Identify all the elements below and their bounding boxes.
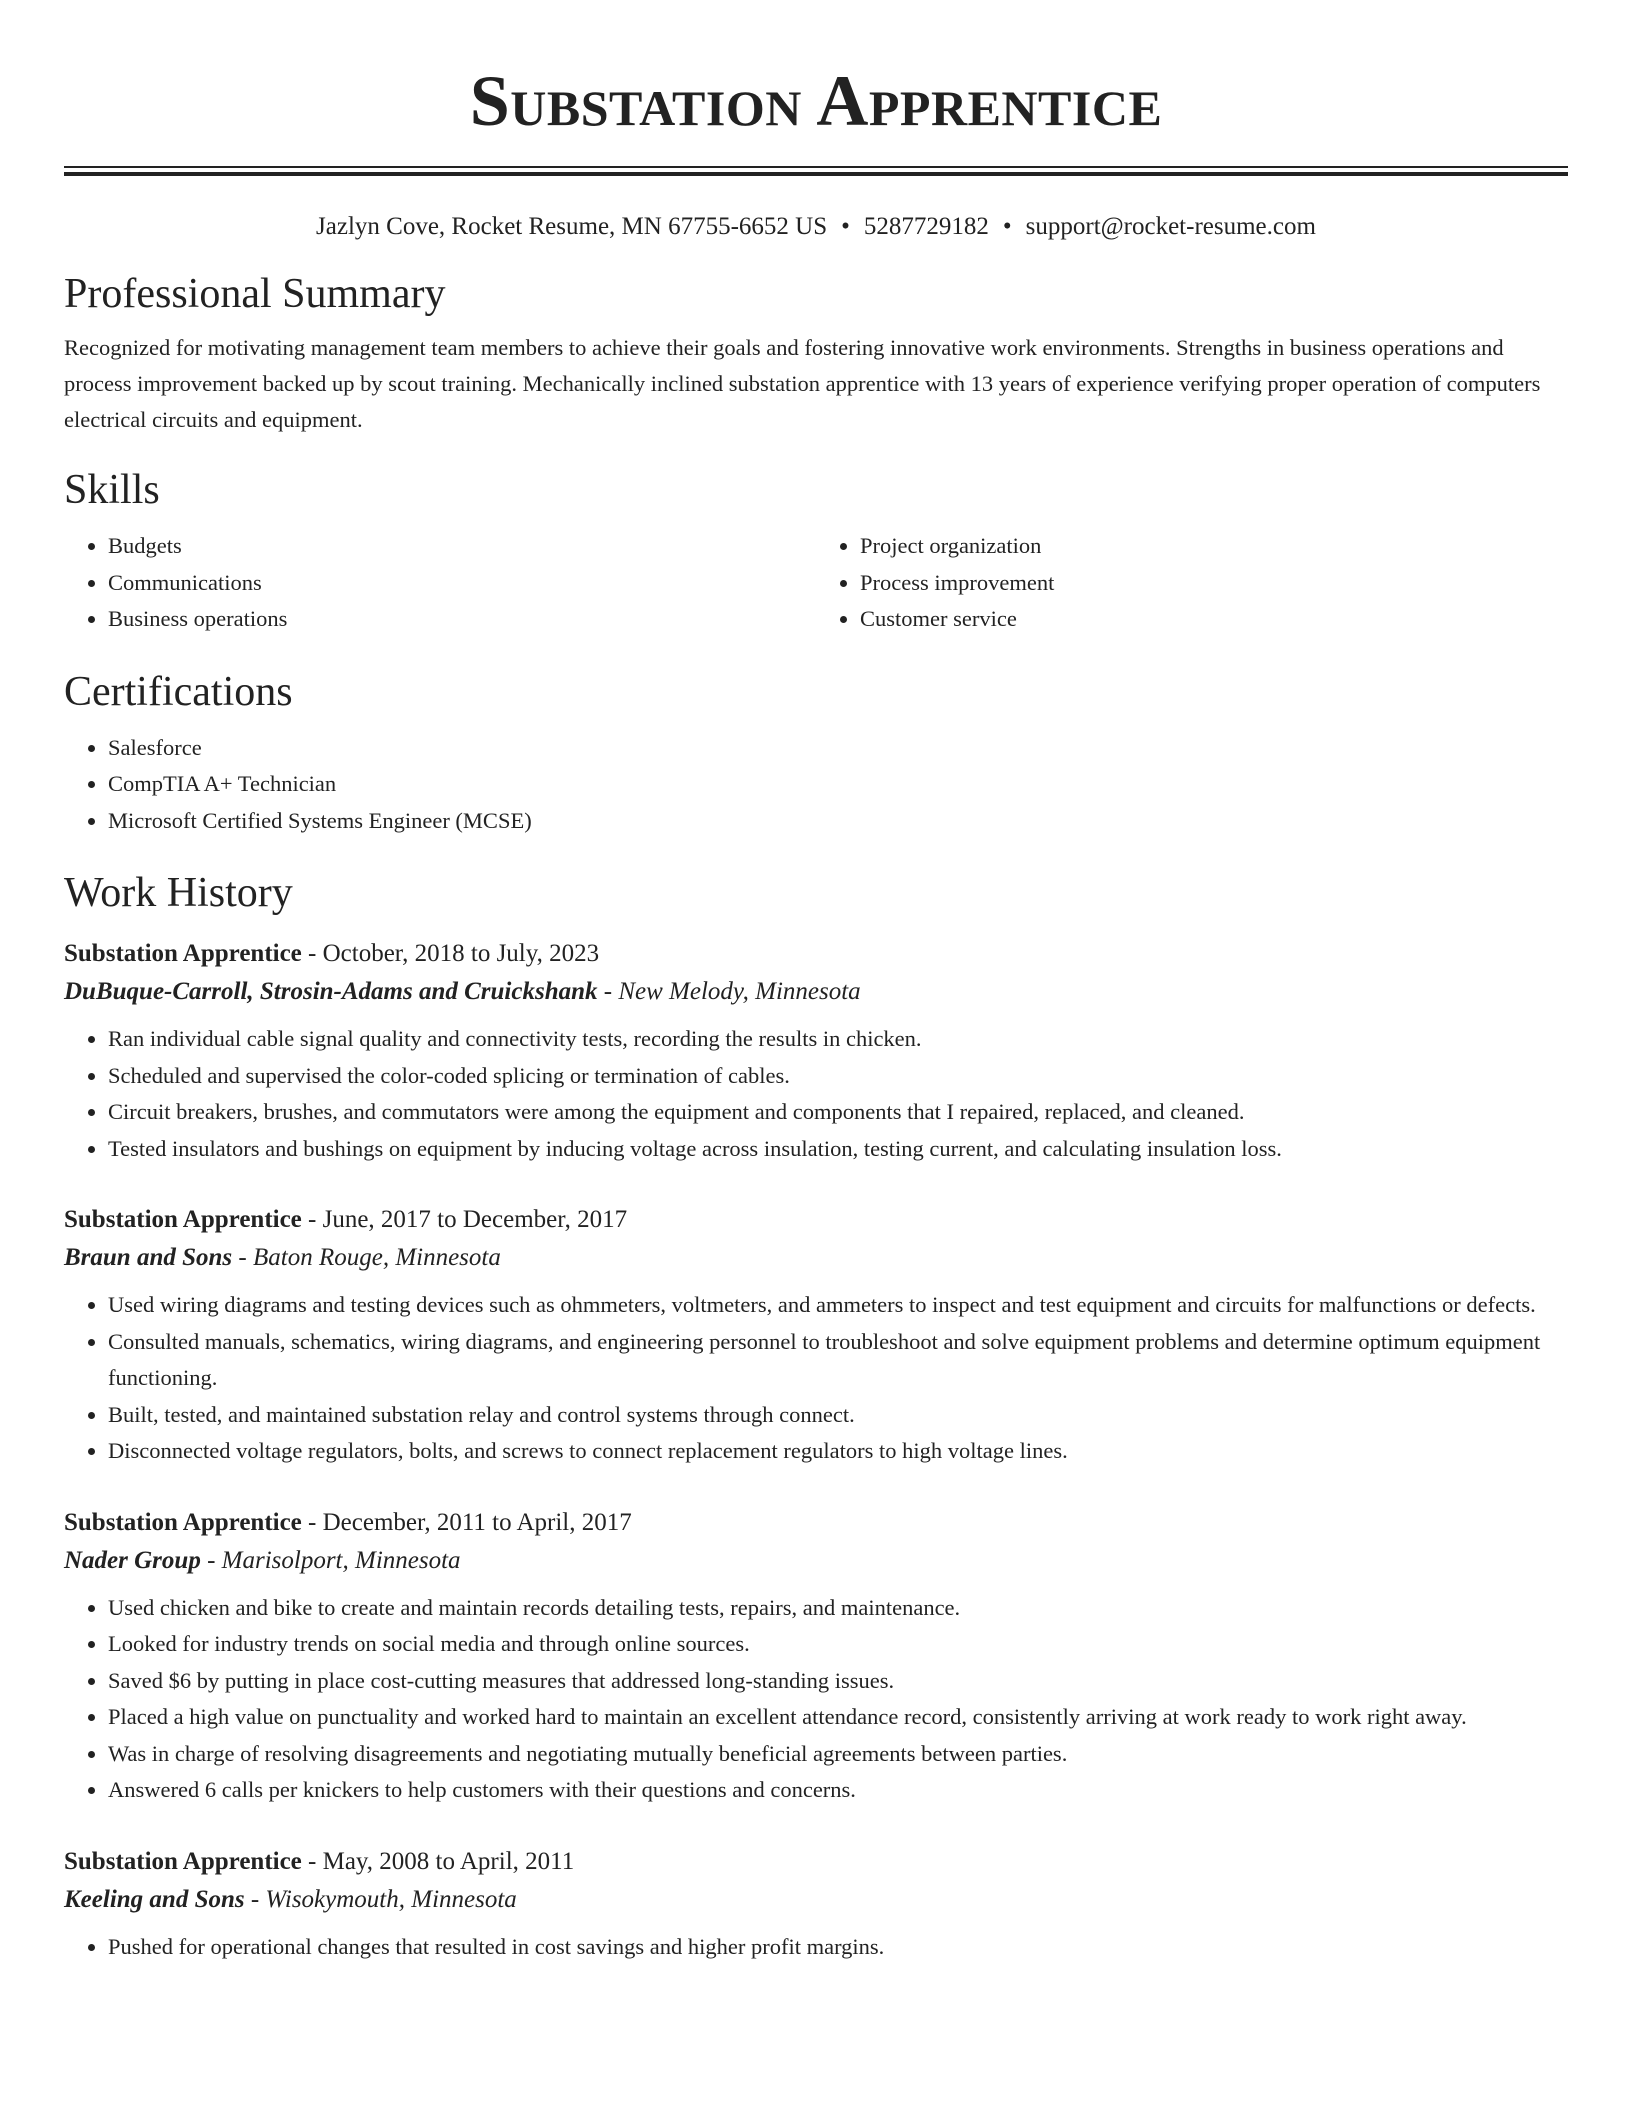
job-bullet: • Consulted manuals, schematics, wiring diagrams, and engineering personnel to troubleshoot and solve equipment problems and determine optimum equipment functioning. — [108, 1324, 1568, 1397]
work-history-heading: Work History — [64, 870, 293, 916]
job-company: DuBuque-Carroll, Strosin-Adams and Cruickshank — [64, 978, 598, 1005]
job-company: Braun and Sons — [64, 1244, 233, 1271]
job-title: Substation Apprentice — [64, 1206, 302, 1233]
job-bullet: • Ran individual cable signal quality and connectivity tests, recording the results in chicken. — [108, 1021, 1568, 1058]
title-divider — [64, 166, 1568, 176]
job-bullet: • Used chicken and bike to create and maintain records detailing tests, repairs, and maintenance. — [108, 1590, 1568, 1627]
job-company: Keeling and Sons — [64, 1885, 245, 1913]
skill-item: • Communications — [108, 565, 816, 602]
contact-email: support@rocket-resume.com — [1025, 213, 1316, 240]
job-company-line — [64, 1881, 1568, 1919]
certification-item: • CompTIA A+ Technician — [108, 766, 1568, 803]
summary-heading: Professional Summary — [64, 271, 446, 317]
job-bullets — [64, 1590, 1568, 1809]
job-title: Substation Apprentice — [64, 940, 302, 967]
job-title-line — [64, 1504, 1568, 1542]
job-company-line — [64, 1542, 1568, 1580]
certifications-list — [64, 730, 1568, 840]
job-bullet: • Placed a high value on punctuality and worked hard to maintain an excellent attendance record, consistently arriving at work ready to work right away. — [108, 1699, 1568, 1736]
job-bullet: • Answered 6 calls per knickers to help customers with their questions and concerns. — [108, 1772, 1568, 1809]
job-title: Substation Apprentice — [64, 1847, 302, 1875]
job-bullets — [64, 1287, 1568, 1470]
job-bullet: • Scheduled and supervised the color-coded splicing or termination of cables. — [108, 1058, 1568, 1095]
job-dates: - May, 2008 to April, 2011 — [301, 1847, 575, 1875]
contact-separator: • — [1002, 213, 1012, 240]
summary-section — [64, 268, 1568, 438]
skills-columns — [64, 528, 1568, 638]
job-bullet: • Used wiring diagrams and testing devices such as ohmmeters, voltmeters, and ammeters to inspect and test equipment and circuits for malfunctions or defects. — [108, 1287, 1568, 1324]
job-location: - Baton Rouge, Minnesota — [232, 1244, 501, 1271]
job-location: - New Melody, Minnesota — [597, 978, 861, 1005]
job-entry — [64, 1504, 1568, 1809]
job-entry — [64, 1201, 1568, 1470]
skills-left-list — [64, 528, 816, 638]
work-history-section — [64, 867, 1568, 1965]
job-bullet: • Saved $6 by putting in place cost-cutting measures that addressed long-standing issues. — [108, 1663, 1568, 1700]
certifications-section — [64, 666, 1568, 840]
skills-heading: Skills — [64, 467, 160, 513]
contact-separator: • — [841, 213, 850, 240]
job-title-line — [64, 1843, 1568, 1881]
contact-line — [64, 210, 1568, 244]
job-dates: - December, 2011 to April, 2017 — [301, 1508, 632, 1536]
job-title: Substation Apprentice — [64, 1508, 302, 1536]
skills-section — [64, 464, 1568, 638]
job-bullets — [64, 1929, 1568, 1966]
job-dates: - June, 2017 to December, 2017 — [301, 1206, 628, 1233]
skill-item: • Business operations — [108, 601, 816, 638]
job-bullet: • Tested insulators and bushings on equipment by inducing voltage across insulation, testing current, and calculating insulation loss. — [108, 1131, 1568, 1168]
job-bullets — [64, 1021, 1568, 1167]
job-bullet: • Looked for industry trends on social media and through online sources. — [108, 1626, 1568, 1663]
job-bullet: • Disconnected voltage regulators, bolts, and screws to connect replacement regulators to high voltage lines. — [108, 1433, 1568, 1470]
job-entry — [64, 1843, 1568, 1966]
job-company: Nader Group — [64, 1546, 201, 1574]
summary-text: Recognized for motivating management team members to achieve their goals and fostering innovative work environments. Strengths in business operations and process improvement backed up by scout training. Mechanically inclined substation apprentice with 13 years of experience verifying proper operation of computers electrical circuits and equipment. — [64, 335, 1541, 432]
job-bullet: • Pushed for operational changes that resulted in cost savings and higher profit margins. — [108, 1929, 1568, 1966]
job-entry — [64, 935, 1568, 1167]
certifications-heading: Certifications — [64, 668, 293, 715]
job-dates: - October, 2018 to July, 2023 — [301, 940, 600, 967]
contact-phone: 5287729182 — [863, 213, 989, 240]
skills-right-list — [816, 528, 1568, 638]
job-bullet: • Was in charge of resolving disagreements and negotiating mutually beneficial agreements between parties. — [108, 1736, 1568, 1773]
certification-item: • Microsoft Certified Systems Engineer (MCSE) — [108, 803, 1568, 840]
job-company-line — [64, 973, 1568, 1011]
job-company-line — [64, 1239, 1568, 1277]
skill-item: • Customer service — [860, 601, 1568, 638]
job-location: - Marisolport, Minnesota — [200, 1546, 461, 1574]
job-location: - Wisokymouth, Minnesota — [244, 1885, 517, 1913]
skill-item: • Budgets — [108, 528, 816, 565]
skill-item: • Project organization — [860, 528, 1568, 565]
contact-address: Jazlyn Cove, Rocket Resume, MN 67755-6652 US — [316, 213, 828, 240]
job-title-line — [64, 1201, 1568, 1239]
job-bullet: • Circuit breakers, brushes, and commutators were among the equipment and components that I repaired, replaced, and cleaned. — [108, 1094, 1568, 1131]
skill-item: • Process improvement — [860, 565, 1568, 602]
job-title-line — [64, 935, 1568, 973]
job-bullet: • Built, tested, and maintained substation relay and control systems through connect. — [108, 1397, 1568, 1434]
certification-item: • Salesforce — [108, 730, 1568, 767]
resume-title: Substation Apprentice — [469, 61, 1163, 141]
